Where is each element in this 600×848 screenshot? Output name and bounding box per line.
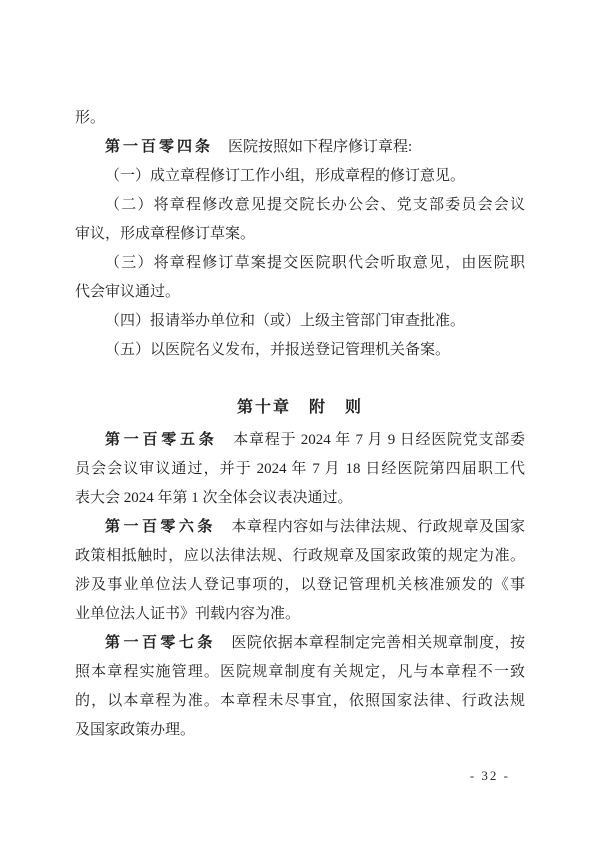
article-number: 第一百零六条 bbox=[105, 519, 216, 535]
text-line: 涉及事业单位法人登记事项的，以登记管理机关核准颁发的《事 bbox=[75, 577, 525, 593]
article-number: 第一百零五条 bbox=[105, 432, 218, 448]
chapter-heading: 第十章 附 则 bbox=[236, 399, 363, 416]
page-body bbox=[75, 104, 525, 745]
text-line: 员会会议审议通过，并于 2024 年 7 月 18 日经医院第四届职工代 bbox=[75, 461, 525, 477]
text-line: 政策相抵触时，应以法律法规、行政规章及国家政策的规定为准。 bbox=[75, 548, 525, 564]
text-line: （三）将章程修订草案提交医院职代会听取意见，由医院职 bbox=[105, 255, 525, 271]
text-line: 的，以本章程为准。本章程未尽事宜，依照国家法律、行政法规 bbox=[75, 693, 525, 709]
text-line: 审议，形成章程修订草案。 bbox=[75, 226, 256, 242]
text-line: 表大会 2024 年第 1 次全体会议表决通过。 bbox=[75, 490, 353, 506]
text-line: 第一百零四条 医院按照如下程序修订章程: bbox=[105, 139, 413, 155]
text-line: 第一百零五条 本章程于 2024 年 7 月 9 日经医院党支部委 bbox=[105, 432, 525, 448]
page-number: - 32 - bbox=[469, 768, 510, 783]
text-line: （四）报请举办单位和（或）上级主管部门审查批准。 bbox=[105, 313, 466, 329]
text-line: 第一百零七条 医院依据本章程制定完善相关规章制度，按 bbox=[105, 635, 525, 651]
text-line: 照本章程实施管理。医院规章制度有关规定，凡与本章程不一致 bbox=[75, 664, 525, 680]
text-line: 业单位法人证书》刊载内容为准。 bbox=[75, 606, 301, 622]
text-line: 及国家政策办理。 bbox=[75, 722, 196, 738]
text-line: 代会审议通过。 bbox=[75, 284, 181, 300]
article-number: 第一百零四条 bbox=[105, 139, 214, 155]
text-line: （一）成立章程修订工作小组，形成章程的修订意见。 bbox=[105, 168, 466, 184]
article-number: 第一百零七条 bbox=[105, 635, 216, 651]
text-line: 形。 bbox=[75, 110, 106, 126]
text-line: 第一百零六条 本章程内容如与法律法规、行政规章及国家 bbox=[105, 519, 525, 535]
text-line: （二）将章程修改意见提交院长办公会、党支部委员会会议 bbox=[105, 197, 525, 213]
text-line: （五）以医院名义发布，并报送登记管理机关备案。 bbox=[105, 342, 451, 358]
